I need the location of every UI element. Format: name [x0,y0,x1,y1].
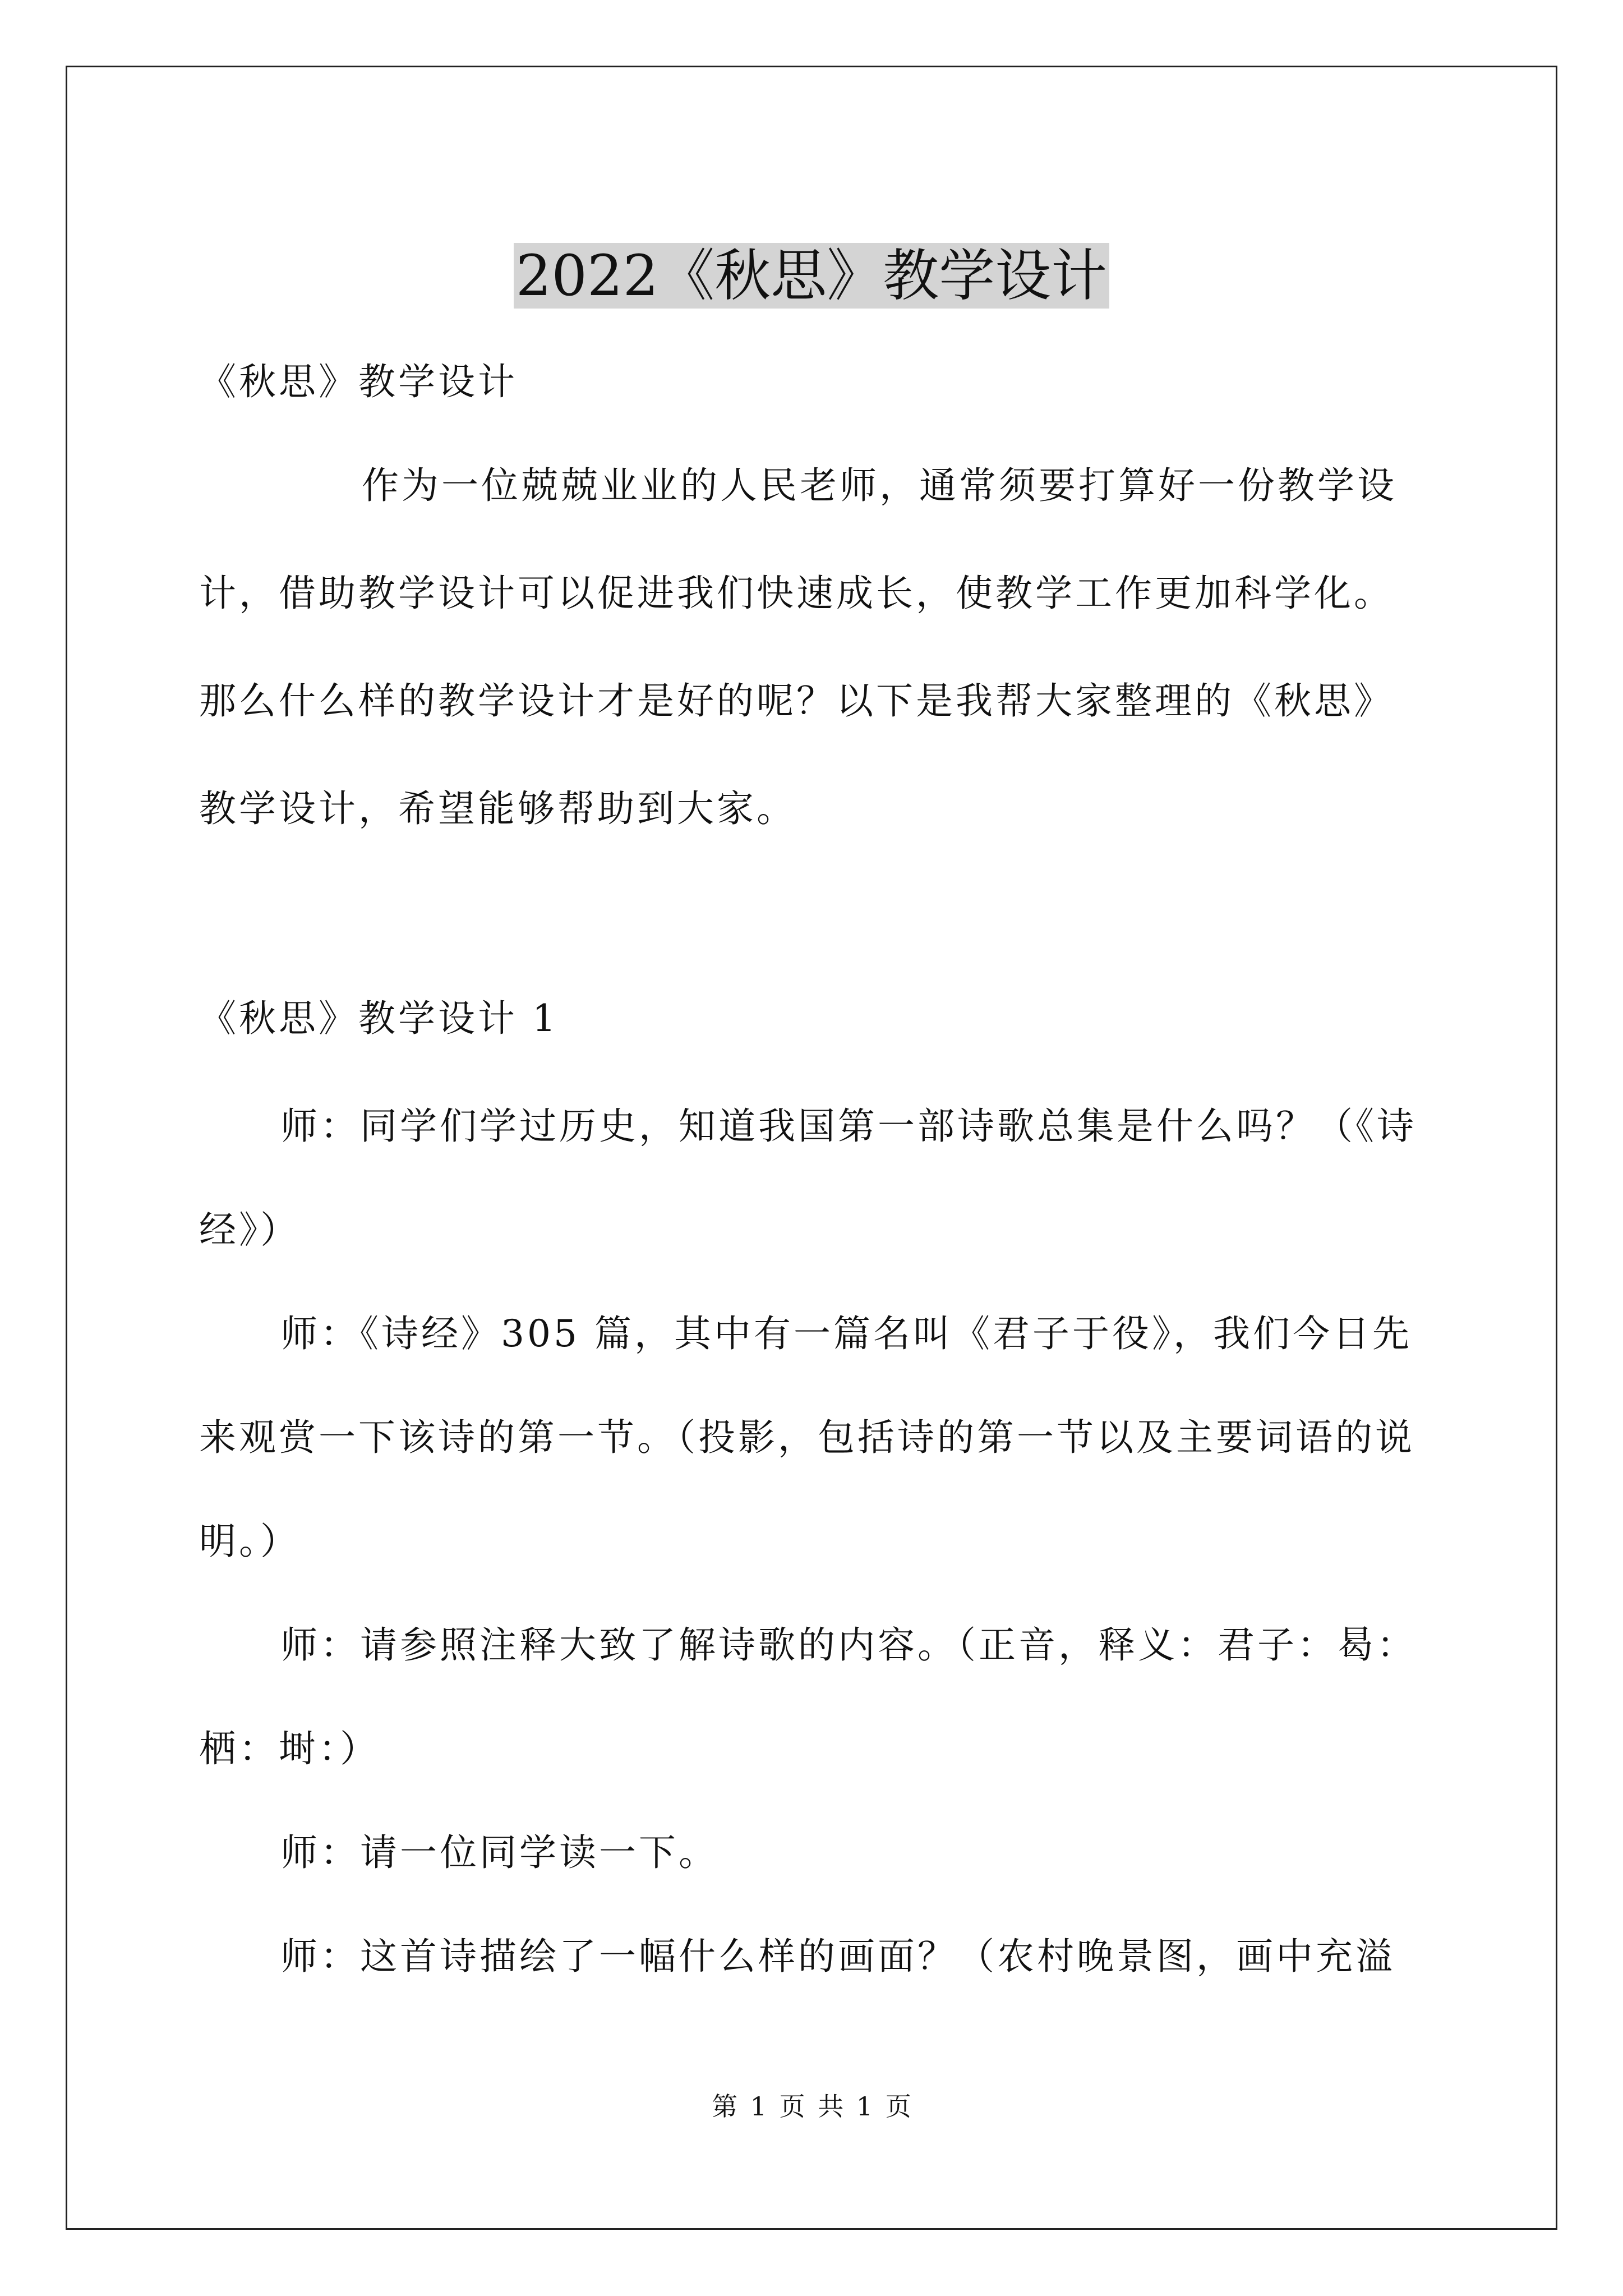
intro-line-3: 那么什么样的教学设计才是好的呢？以下是我帮大家整理的《秋思》 [199,679,1394,723]
intro-line-1: 作为一位兢兢业业的人民老师，通常须要打算好一份教学设 [362,464,1397,507]
intro-line-4: 教学设计，希望能够帮助到大家。 [199,787,796,830]
body-line-8: 师：请一位同学读一下。 [280,1831,718,1874]
body-line-7: 栖：埘：） [199,1727,380,1770]
body-line-1: 师：同学们学过历史，知道我国第一部诗歌总集是什么吗？（《诗 [280,1105,1417,1148]
body-line-6: 师：请参照注释大致了解诗歌的内容。（正音，释义：君子：曷： [280,1623,1417,1667]
intro-line-2: 计，借助教学设计可以促进我们快速成长，使教学工作更加科学化。 [199,572,1394,615]
body-line-2: 经》） [199,1208,300,1251]
body-line-4: 来观赏一下该诗的第一节。（投影，包括诗的第一节以及主要词语的说 [199,1416,1415,1459]
body-line-3: 师：《诗经》305 篇，其中有一篇名叫《君子于役》，我们今日先 [280,1312,1412,1355]
body-line-9: 师：这首诗描绘了一幅什么样的画面？（农村晚景图，画中充溢 [280,1935,1395,1978]
subtitle: 《秋思》教学设计 [199,360,518,403]
section-heading: 《秋思》教学设计 1 [199,997,559,1040]
document-title: 2022《秋思》教学设计 [0,234,1623,318]
body-line-5: 明。） [199,1520,300,1563]
page-footer: 第 1 页 共 1 页 [712,2091,911,2122]
